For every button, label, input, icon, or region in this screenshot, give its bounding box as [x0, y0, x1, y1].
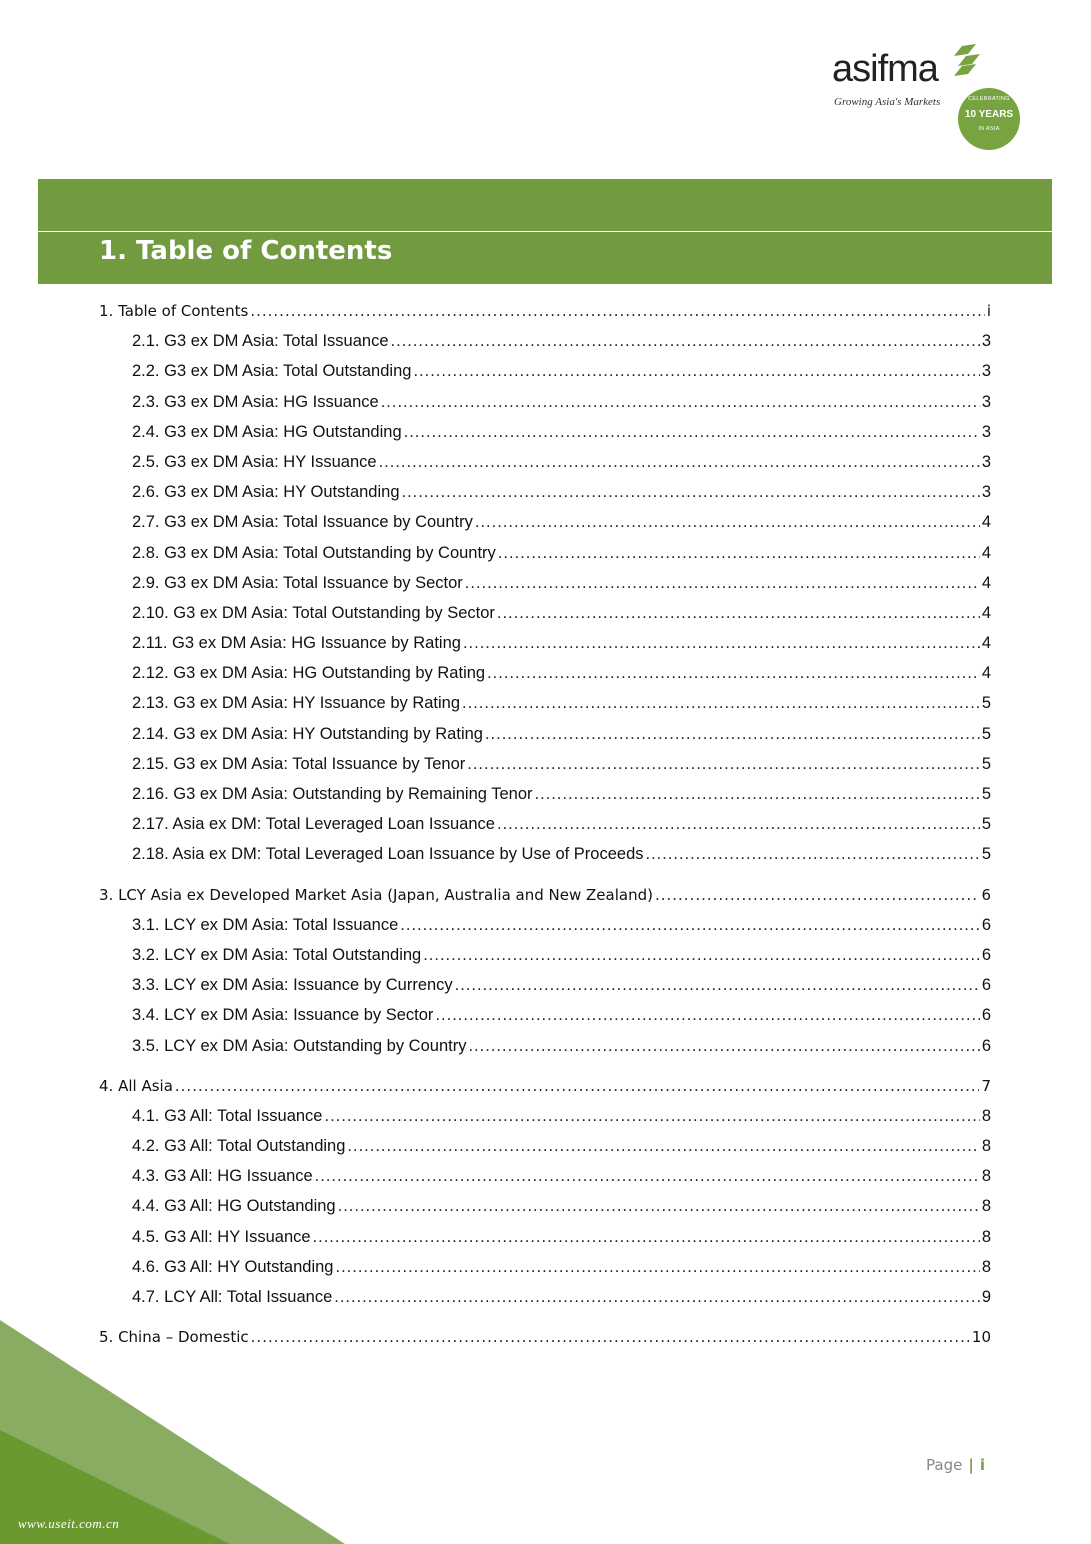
toc-entry-page: 5: [981, 694, 991, 713]
page-number: i: [979, 1456, 985, 1474]
toc-entry-title: 4.7. LCY All: Total Issuance: [132, 1288, 333, 1306]
toc-entry[interactable]: [99, 1258, 991, 1288]
toc-entry-title: 4.5. G3 All: HY Issuance: [132, 1227, 311, 1246]
toc-entry-page: 4: [981, 573, 991, 592]
page-title: 1. Table of Contents: [99, 236, 393, 266]
toc-dot-leader: [463, 634, 980, 653]
toc-dot-leader: [402, 483, 980, 502]
toc-entry-page: 8: [981, 1167, 991, 1186]
toc-entry[interactable]: [99, 976, 991, 1006]
toc-dot-leader: [334, 1288, 980, 1307]
toc-entry[interactable]: [99, 664, 991, 694]
toc-entry-title: 3.1. LCY ex DM Asia: Total Issuance: [132, 915, 399, 934]
toc-dot-leader: [468, 1037, 979, 1056]
toc-entry-title: 1. Table of Contents: [99, 302, 249, 320]
toc-entry[interactable]: [99, 694, 991, 724]
toc-entry-page: 3: [981, 483, 991, 502]
toc-entry[interactable]: [99, 1228, 991, 1258]
toc-entry[interactable]: [99, 1107, 991, 1137]
toc-entry-page: 8: [981, 1137, 991, 1156]
toc-entry-title: 2.6. G3 ex DM Asia: HY Outstanding: [132, 483, 400, 502]
toc-dot-leader: [462, 694, 980, 713]
toc-entry-title: 2.9. G3 ex DM Asia: Total Issuance by Sector: [132, 573, 463, 592]
toc-entry[interactable]: [99, 453, 991, 483]
toc-dot-leader: [338, 1197, 980, 1216]
logo-tagline: Growing Asia's Markets: [834, 96, 941, 108]
toc-entry[interactable]: [99, 845, 991, 875]
toc-dot-leader: [467, 755, 980, 774]
toc-entry-title: 3.5. LCY ex DM Asia: Outstanding by Country: [132, 1036, 467, 1055]
toc-dot-leader: [646, 845, 980, 864]
toc-entry-title: 2.18. Asia ex DM: Total Leveraged Loan Issuance by Use of Proceeds: [132, 845, 644, 864]
toc-entry-title: 2.2. G3 ex DM Asia: Total Outstanding: [132, 362, 412, 381]
toc-entry-title: 4.1. G3 All: Total Issuance: [132, 1106, 323, 1125]
toc-dot-leader: [475, 513, 980, 532]
badge-main-text: 10 YEARS: [964, 109, 1014, 120]
toc-entry-title: 2.16. G3 ex DM Asia: Outstanding by Remaining Tenor: [132, 785, 533, 803]
toc-entry-page: 4: [981, 543, 991, 562]
toc-entry-page: 7: [981, 1076, 991, 1095]
asifma-logo: [832, 42, 1032, 142]
toc-dot-leader: [347, 1137, 979, 1156]
toc-entry[interactable]: [99, 886, 991, 916]
toc-entry-page: 5: [981, 815, 991, 834]
toc-entry-page: 4: [981, 634, 991, 653]
toc-entry[interactable]: [99, 332, 991, 362]
toc-entry[interactable]: [99, 423, 991, 453]
toc-dot-leader: [413, 362, 979, 381]
toc-dot-leader: [465, 574, 980, 593]
toc-entry-page: 4: [981, 603, 991, 622]
toc-entry[interactable]: [99, 604, 991, 634]
toc-entry-page: 8: [981, 1106, 991, 1125]
toc-entry-page: 8: [981, 1197, 991, 1216]
toc-entry[interactable]: [99, 634, 991, 664]
toc-dot-leader: [435, 1006, 979, 1025]
table-of-contents: [99, 302, 991, 1358]
toc-entry[interactable]: [99, 362, 991, 392]
toc-dot-leader: [315, 1167, 980, 1186]
toc-entry-page: 3: [981, 422, 991, 441]
toc-dot-leader: [313, 1228, 980, 1247]
toc-dot-leader: [497, 604, 980, 623]
toc-entry-title: 3.2. LCY ex DM Asia: Total Outstanding: [132, 945, 422, 964]
badge-bottom-text: IN ASIA: [978, 126, 1000, 132]
toc-entry-title: 2.4. G3 ex DM Asia: HG Outstanding: [132, 422, 402, 441]
toc-entry-page: i: [986, 302, 991, 320]
corner-decoration: [0, 1320, 360, 1544]
toc-dot-leader: [379, 453, 980, 472]
toc-entry[interactable]: [99, 815, 991, 845]
toc-entry-page: 8: [981, 1257, 991, 1276]
toc-entry-page: 6: [981, 945, 991, 964]
toc-dot-leader: [535, 785, 980, 804]
toc-entry-title: 4.3. G3 All: HG Issuance: [132, 1167, 313, 1186]
page-separator: |: [968, 1456, 974, 1474]
toc-entry-title: 2.14. G3 ex DM Asia: HY Outstanding by Rating: [132, 724, 483, 743]
toc-dot-leader: [423, 946, 980, 965]
toc-entry-page: 3: [981, 392, 991, 411]
toc-entry-page: 6: [981, 915, 991, 934]
toc-entry-page: 6: [981, 885, 991, 904]
toc-entry[interactable]: [99, 544, 991, 574]
toc-entry-title: 2.12. G3 ex DM Asia: HG Outstanding by Rating: [132, 664, 486, 683]
logo-wordmark: asifma: [832, 48, 938, 90]
toc-entry[interactable]: [99, 946, 991, 976]
toc-entry[interactable]: [99, 1037, 991, 1067]
toc-entry-page: 3: [981, 452, 991, 471]
toc-entry[interactable]: [99, 1167, 991, 1197]
toc-entry-title: 3. LCY Asia ex Developed Market Asia (Japan, Australia and New Zealand): [99, 885, 653, 904]
toc-dot-leader: [485, 725, 980, 744]
watermark-text: www.useit.com.cn: [18, 1516, 120, 1531]
toc-dot-leader: [175, 1077, 980, 1095]
badge-top-text: CELEBRATING: [968, 96, 1010, 102]
toc-entry[interactable]: [99, 916, 991, 946]
toc-entry-title: 2.17. Asia ex DM: Total Leveraged Loan Issuance: [132, 815, 495, 834]
toc-entry-title: 2.10. G3 ex DM Asia: Total Outstanding by Sector: [132, 603, 495, 622]
toc-dot-leader: [391, 332, 980, 351]
toc-dot-leader: [655, 886, 980, 904]
toc-dot-leader: [324, 1107, 979, 1126]
toc-entry-title: 2.11. G3 ex DM Asia: HG Issuance by Rating: [132, 634, 461, 653]
toc-entry-page: 4: [981, 513, 991, 532]
toc-entry-page: 6: [981, 1006, 991, 1025]
toc-entry[interactable]: [99, 1288, 991, 1318]
banner-top-band: [38, 179, 1052, 231]
page-footer: [926, 1456, 985, 1474]
toc-entry[interactable]: [99, 725, 991, 755]
toc-entry-page: 5: [981, 845, 991, 864]
toc-entry[interactable]: [99, 574, 991, 604]
toc-dot-leader: [381, 393, 980, 412]
toc-entry-title: 4.4. G3 All: HG Outstanding: [132, 1197, 336, 1216]
anniversary-badge: [958, 88, 1020, 150]
toc-entry-title: 5. China – Domestic: [99, 1328, 249, 1347]
toc-entry-title: 2.1. G3 ex DM Asia: Total Issuance: [132, 332, 389, 351]
toc-entry-page: 3: [981, 332, 991, 351]
toc-entry-page: 10: [971, 1328, 991, 1347]
toc-entry[interactable]: [99, 1137, 991, 1167]
toc-dot-leader: [400, 916, 980, 935]
toc-entry-title: 4.6. G3 All: HY Outstanding: [132, 1257, 334, 1276]
toc-entry[interactable]: [99, 393, 991, 423]
toc-entry[interactable]: [99, 785, 991, 815]
toc-entry-title: 2.3. G3 ex DM Asia: HG Issuance: [132, 392, 379, 411]
toc-entry[interactable]: [99, 483, 991, 513]
toc-entry[interactable]: [99, 1006, 991, 1036]
toc-entry-title: 2.15. G3 ex DM Asia: Total Issuance by Tenor: [132, 754, 466, 773]
toc-entry[interactable]: [99, 1077, 991, 1107]
toc-entry-title: 4. All Asia: [99, 1076, 173, 1095]
toc-entry-page: 4: [981, 664, 991, 683]
toc-entry[interactable]: [99, 513, 991, 543]
heading-banner: [38, 232, 1052, 284]
toc-dot-leader: [498, 544, 980, 563]
toc-entry-title: 2.5. G3 ex DM Asia: HY Issuance: [132, 452, 377, 471]
toc-entry-page: 8: [981, 1227, 991, 1246]
toc-entry-title: 3.3. LCY ex DM Asia: Issuance by Currency: [132, 976, 453, 995]
toc-entry-title: 3.4. LCY ex DM Asia: Issuance by Sector: [132, 1006, 434, 1025]
toc-entry-title: 4.2. G3 All: Total Outstanding: [132, 1137, 346, 1156]
toc-entry-title: 2.13. G3 ex DM Asia: HY Issuance by Rating: [132, 694, 461, 713]
toc-dot-leader: [335, 1258, 979, 1277]
toc-entry-page: 5: [981, 754, 991, 773]
page-label: Page: [926, 1456, 963, 1474]
toc-entry-title: 2.8. G3 ex DM Asia: Total Outstanding by Country: [132, 543, 496, 562]
toc-entry-page: 9: [981, 1288, 991, 1306]
toc-entry[interactable]: [99, 302, 991, 332]
toc-entry-page: 6: [981, 1036, 991, 1055]
toc-dot-leader: [455, 976, 980, 995]
toc-dot-leader: [497, 815, 980, 834]
toc-entry-page: 5: [981, 785, 991, 803]
toc-entry-title: 2.7. G3 ex DM Asia: Total Issuance by Country: [132, 513, 473, 532]
logo-stripes-icon: [952, 44, 986, 88]
toc-entry[interactable]: [99, 755, 991, 785]
toc-entry-page: 3: [981, 362, 991, 381]
toc-entry[interactable]: [99, 1197, 991, 1227]
toc-dot-leader: [404, 423, 980, 442]
toc-entry-page: 5: [981, 724, 991, 743]
toc-dot-leader: [487, 664, 980, 683]
toc-dot-leader: [250, 302, 984, 320]
toc-entry-page: 6: [981, 976, 991, 995]
